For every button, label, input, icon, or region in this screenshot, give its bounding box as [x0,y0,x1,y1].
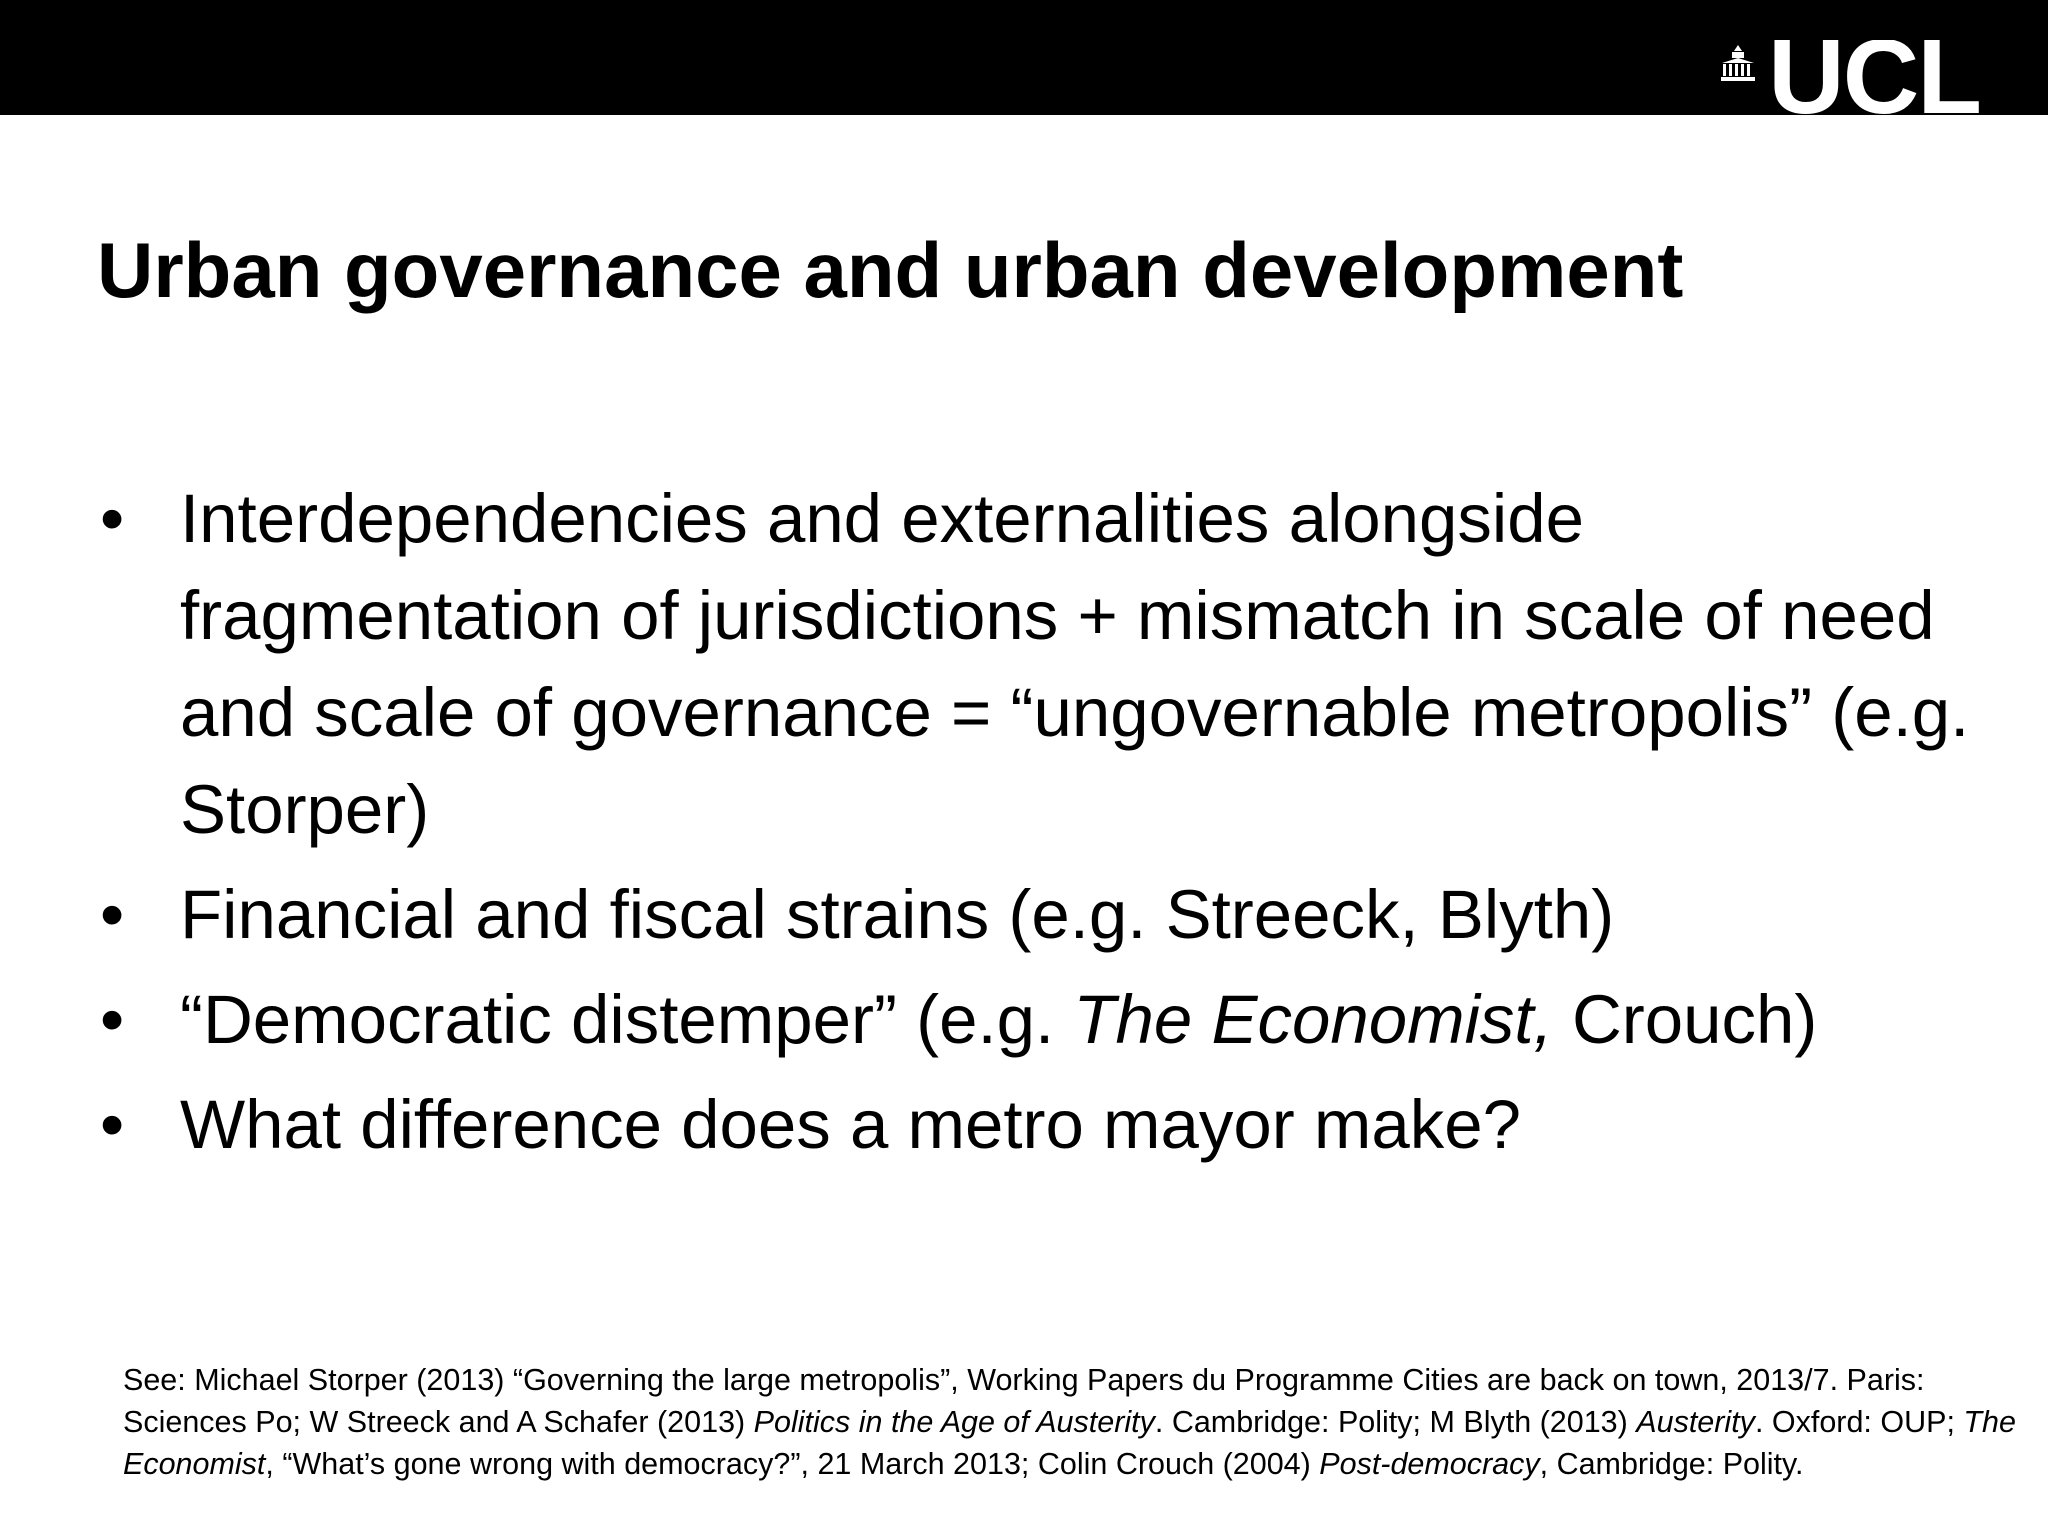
bullet-text-italic: The Economist, [1073,981,1553,1058]
bullet-list [100,470,2000,1181]
bullet-symbol: • [100,480,125,557]
ref-title-italic: Politics in the Age of Austerity [753,1405,1155,1439]
bullet-item [100,971,2000,1068]
bullet-item [100,1076,2000,1173]
bullet-item [100,866,2000,963]
bullet-text: Financial and fiscal strains (e.g. Streeck, Blyth) [180,876,1615,953]
ref-title-italic: Austerity [1636,1405,1755,1439]
references-footnote [123,1359,2023,1485]
ref-text: , “What’s gone wrong with democracy?”, 21 March 2013; Colin Crouch (2004) [265,1447,1320,1481]
ref-text: . Cambridge: Polity; M Blyth (2013) [1154,1405,1637,1439]
bullet-text: Crouch) [1552,981,1818,1058]
bullet-text: What difference does a metro mayor make? [180,1086,1522,1163]
header-bar [0,0,2048,115]
ref-text: See: Michael Storper (2013) “Governing the large metropolis”, Working Papers du Programme Cities are back on town, 2013/7. Paris: Sciences Po; W Streeck and A Schafer (2013) [123,1363,1925,1439]
bullet-symbol: • [100,981,125,1058]
slide-title: Urban governance and urban development [97,226,1684,314]
ref-text: . Oxford: OUP; [1754,1405,1964,1439]
bullet-text: “Democratic distemper” (e.g. [180,981,1074,1058]
ref-title-italic: The Economist [123,1405,2016,1481]
ref-title-italic: Post-democracy [1319,1447,1540,1481]
bullet-text: Interdependencies and externalities alongside fragmentation of jurisdictions + mismatch in scale of need and scale of governance = “ungovernable metropolis” (e.g. Storper) [180,480,1970,848]
bullet-symbol: • [100,1086,125,1163]
portico-icon [1720,45,1756,81]
logo-text: UCL [1768,40,1980,115]
bullet-symbol: • [100,876,125,953]
ucl-logo [1720,40,1980,115]
bullet-item [100,470,2000,858]
ref-text: , Cambridge: Polity. [1539,1447,1804,1481]
